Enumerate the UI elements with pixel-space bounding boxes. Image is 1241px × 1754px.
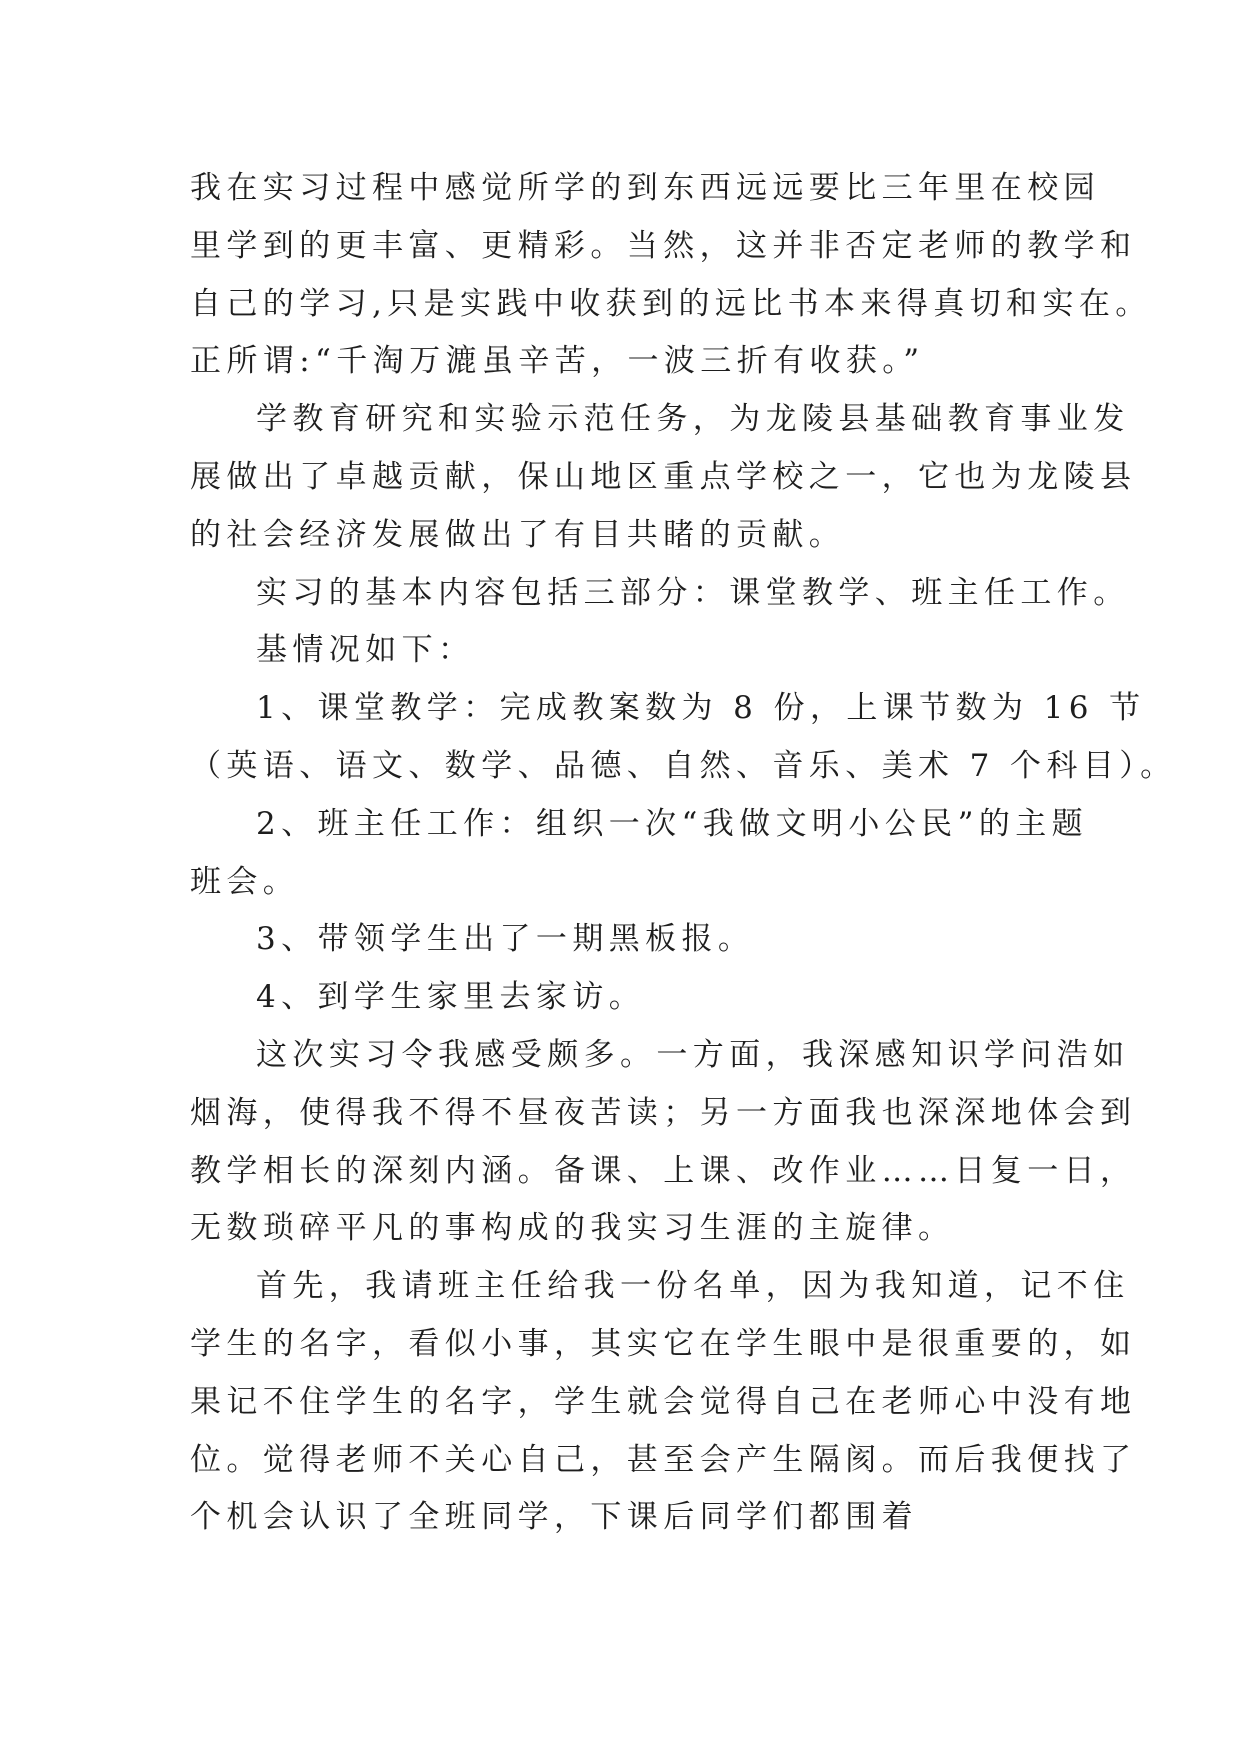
text-line: 首先，我请班主任给我一份名单，因为我知道，记不住 <box>256 1268 1130 1305</box>
text-line: 个机会认识了全班同学，下课后同学们都围着 <box>190 1499 918 1536</box>
text-line: 无数琐碎平凡的事构成的我实习生涯的主旋律。 <box>190 1210 955 1247</box>
text-line: 这次实习令我感受颇多。一方面，我深感知识学问浩如 <box>256 1036 1130 1073</box>
text-line: 1、课堂教学：完成教案数为 8 份，上课节数为 16 节 <box>256 690 1146 727</box>
body-text <box>190 160 1177 1547</box>
text-line: 的社会经济发展做出了有目共睹的贡献。 <box>190 516 846 553</box>
text-line: 2、班主任工作：组织一次“我做文明小公民”的主题 <box>256 805 1089 842</box>
text-line: 自己的学习,只是实践中收获到的远比书本来得真切和实在。 <box>190 285 1152 322</box>
text-line: 展做出了卓越贡献，保山地区重点学校之一，它也为龙陵县 <box>190 458 1137 495</box>
text-line: 实习的基本内容包括三部分：课堂教学、班主任工作。 <box>256 574 1130 611</box>
text-line: 学生的名字，看似小事，其实它在学生眼中是很重要的，如 <box>190 1325 1137 1362</box>
text-line: 教学相长的深刻内涵。备课、上课、改作业……日复一日， <box>190 1152 1137 1189</box>
text-line: 烟海，使得我不得不昼夜苦读；另一方面我也深深地体会到 <box>190 1094 1137 1131</box>
text-line: 里学到的更丰富、更精彩。当然，这并非否定老师的教学和 <box>190 227 1137 264</box>
text-line: 基情况如下： <box>256 632 475 669</box>
text-line: 4、到学生家里去家访。 <box>256 979 646 1016</box>
text-line: （英语、语文、数学、品德、自然、音乐、美术 7 个科目）。 <box>190 747 1177 784</box>
text-line: 正所谓:“千淘万漉虽辛苦，一波三折有收获。” <box>190 343 925 380</box>
text-line: 班会。 <box>190 863 300 900</box>
text-line: 果记不住学生的名字，学生就会觉得自己在老师心中没有地 <box>190 1383 1137 1420</box>
text-line: 3、带领学生出了一期黑板报。 <box>256 921 755 958</box>
text-line: 我在实习过程中感觉所学的到东西远远要比三年里在校园 <box>190 170 1100 206</box>
text-line: 位。觉得老师不关心自己，甚至会产生隔阂。而后我便找了 <box>190 1441 1137 1478</box>
text-line: 学教育研究和实验示范任务，为龙陵县基础教育事业发 <box>256 401 1130 438</box>
